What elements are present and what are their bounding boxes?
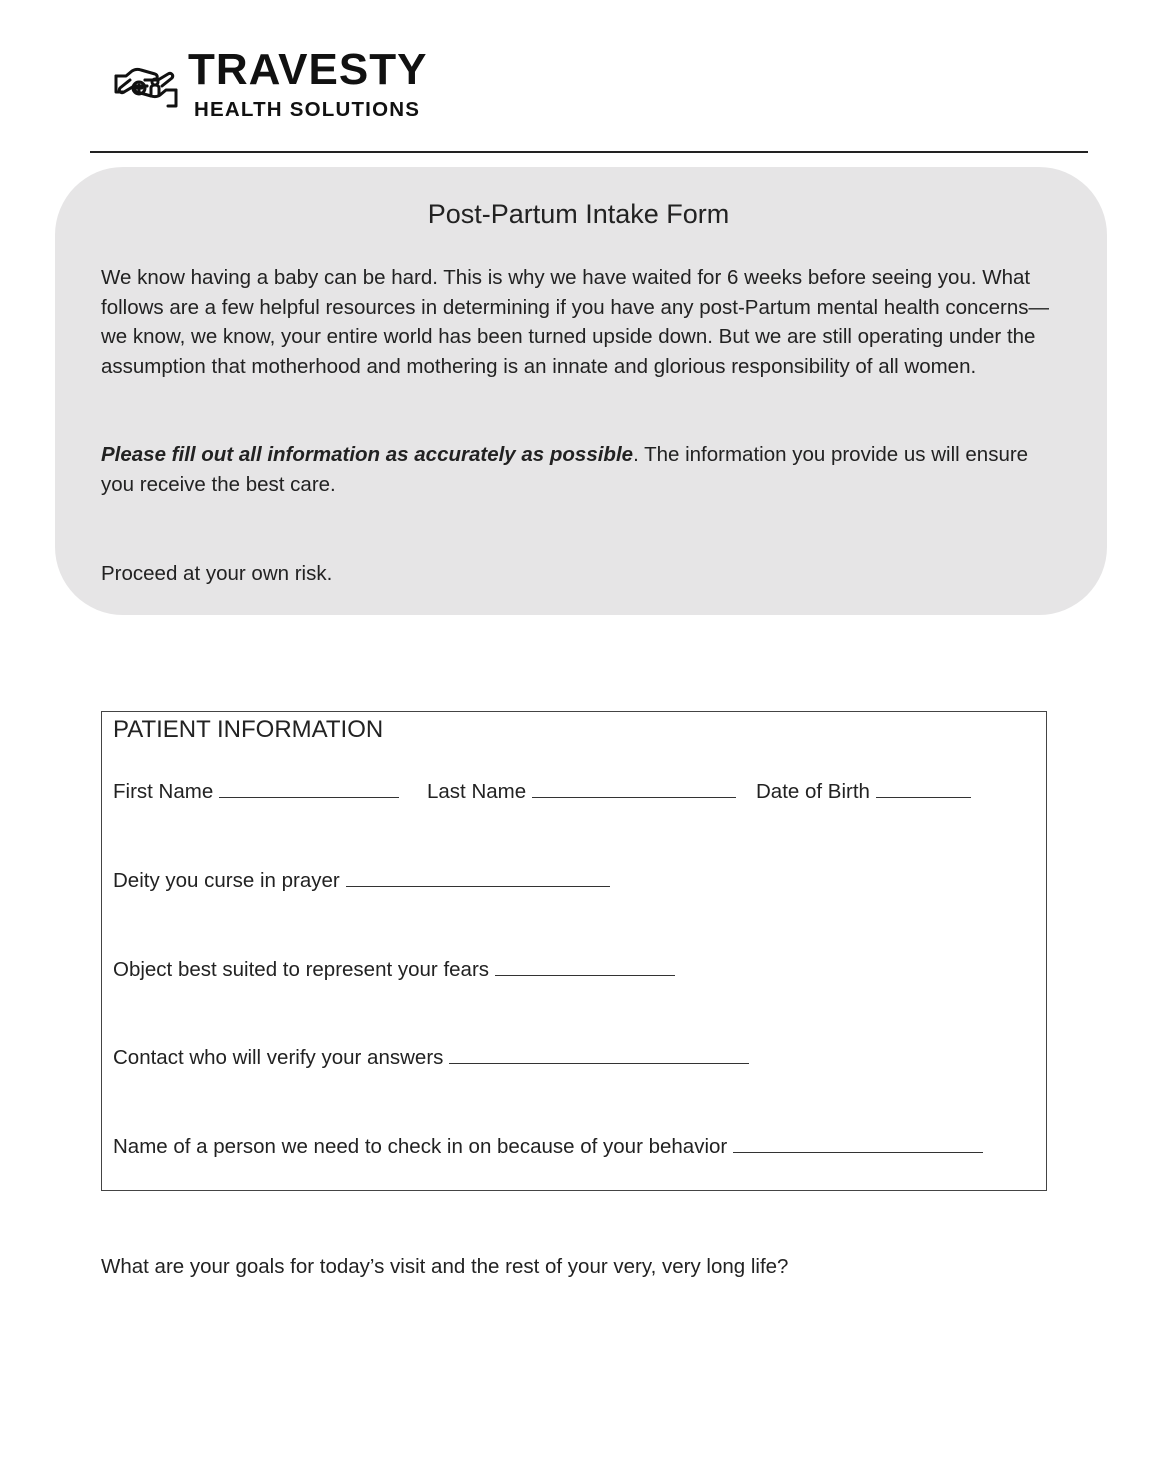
first-name-field	[113, 777, 399, 806]
intro-panel	[55, 167, 1107, 615]
patient-information-title: PATIENT INFORMATION	[113, 716, 384, 743]
brand-tagline: HEALTH SOLUTIONS	[194, 98, 421, 121]
first-name-label: First Name	[113, 780, 214, 803]
deity-field	[113, 866, 610, 895]
check-in-person-input[interactable]	[733, 1132, 983, 1153]
risk-warning: Proceed at your own risk.	[101, 562, 333, 585]
brand-logo	[112, 46, 472, 126]
first-name-input[interactable]	[219, 777, 399, 798]
date-of-birth-input[interactable]	[876, 777, 971, 798]
fear-object-field	[113, 955, 675, 984]
instruction-text: . The information you provide us will ensure you receive the best care.	[101, 443, 1029, 496]
last-name-label: Last Name	[427, 780, 527, 803]
form-title: Post-Partum Intake Form	[427, 199, 730, 229]
date-of-birth-field	[756, 777, 971, 806]
date-of-birth-label: Date of Birth	[756, 780, 870, 803]
fear-object-input[interactable]	[495, 955, 675, 976]
goals-question: What are your goals for today’s visit and the rest of your very, very long life?	[101, 1255, 789, 1278]
deity-label: Deity you curse in prayer	[113, 869, 340, 892]
last-name-field	[427, 777, 736, 806]
verifier-contact-input[interactable]	[449, 1043, 749, 1064]
verifier-contact-field	[113, 1043, 749, 1072]
intro-paragraph: We know having a baby can be hard. This is why we have waited for 6 weeks before seeing you. What follows are a few helpful resources in determining if you have any post-Partum mental health concerns—we know, we know, your entire world has been turned upside down. But we are still operating under the assumption that motherhood and mothering is an innate and glorious responsibility of all women.	[101, 266, 1050, 378]
header-divider	[90, 151, 1088, 153]
brand-name: TRAVESTY	[188, 45, 428, 94]
caring-hands-icon	[112, 50, 180, 118]
instruction-emphasis: Please fill out all information as accurately as possible	[101, 443, 634, 466]
fear-object-label: Object best suited to represent your fears	[113, 958, 490, 981]
last-name-input[interactable]	[532, 777, 736, 798]
deity-input[interactable]	[346, 866, 610, 887]
check-in-person-label: Name of a person we need to check in on because of your behavior	[113, 1135, 728, 1158]
verifier-contact-label: Contact who will verify your answers	[113, 1046, 444, 1069]
check-in-person-field	[113, 1132, 983, 1161]
instruction-paragraph	[101, 440, 1061, 499]
